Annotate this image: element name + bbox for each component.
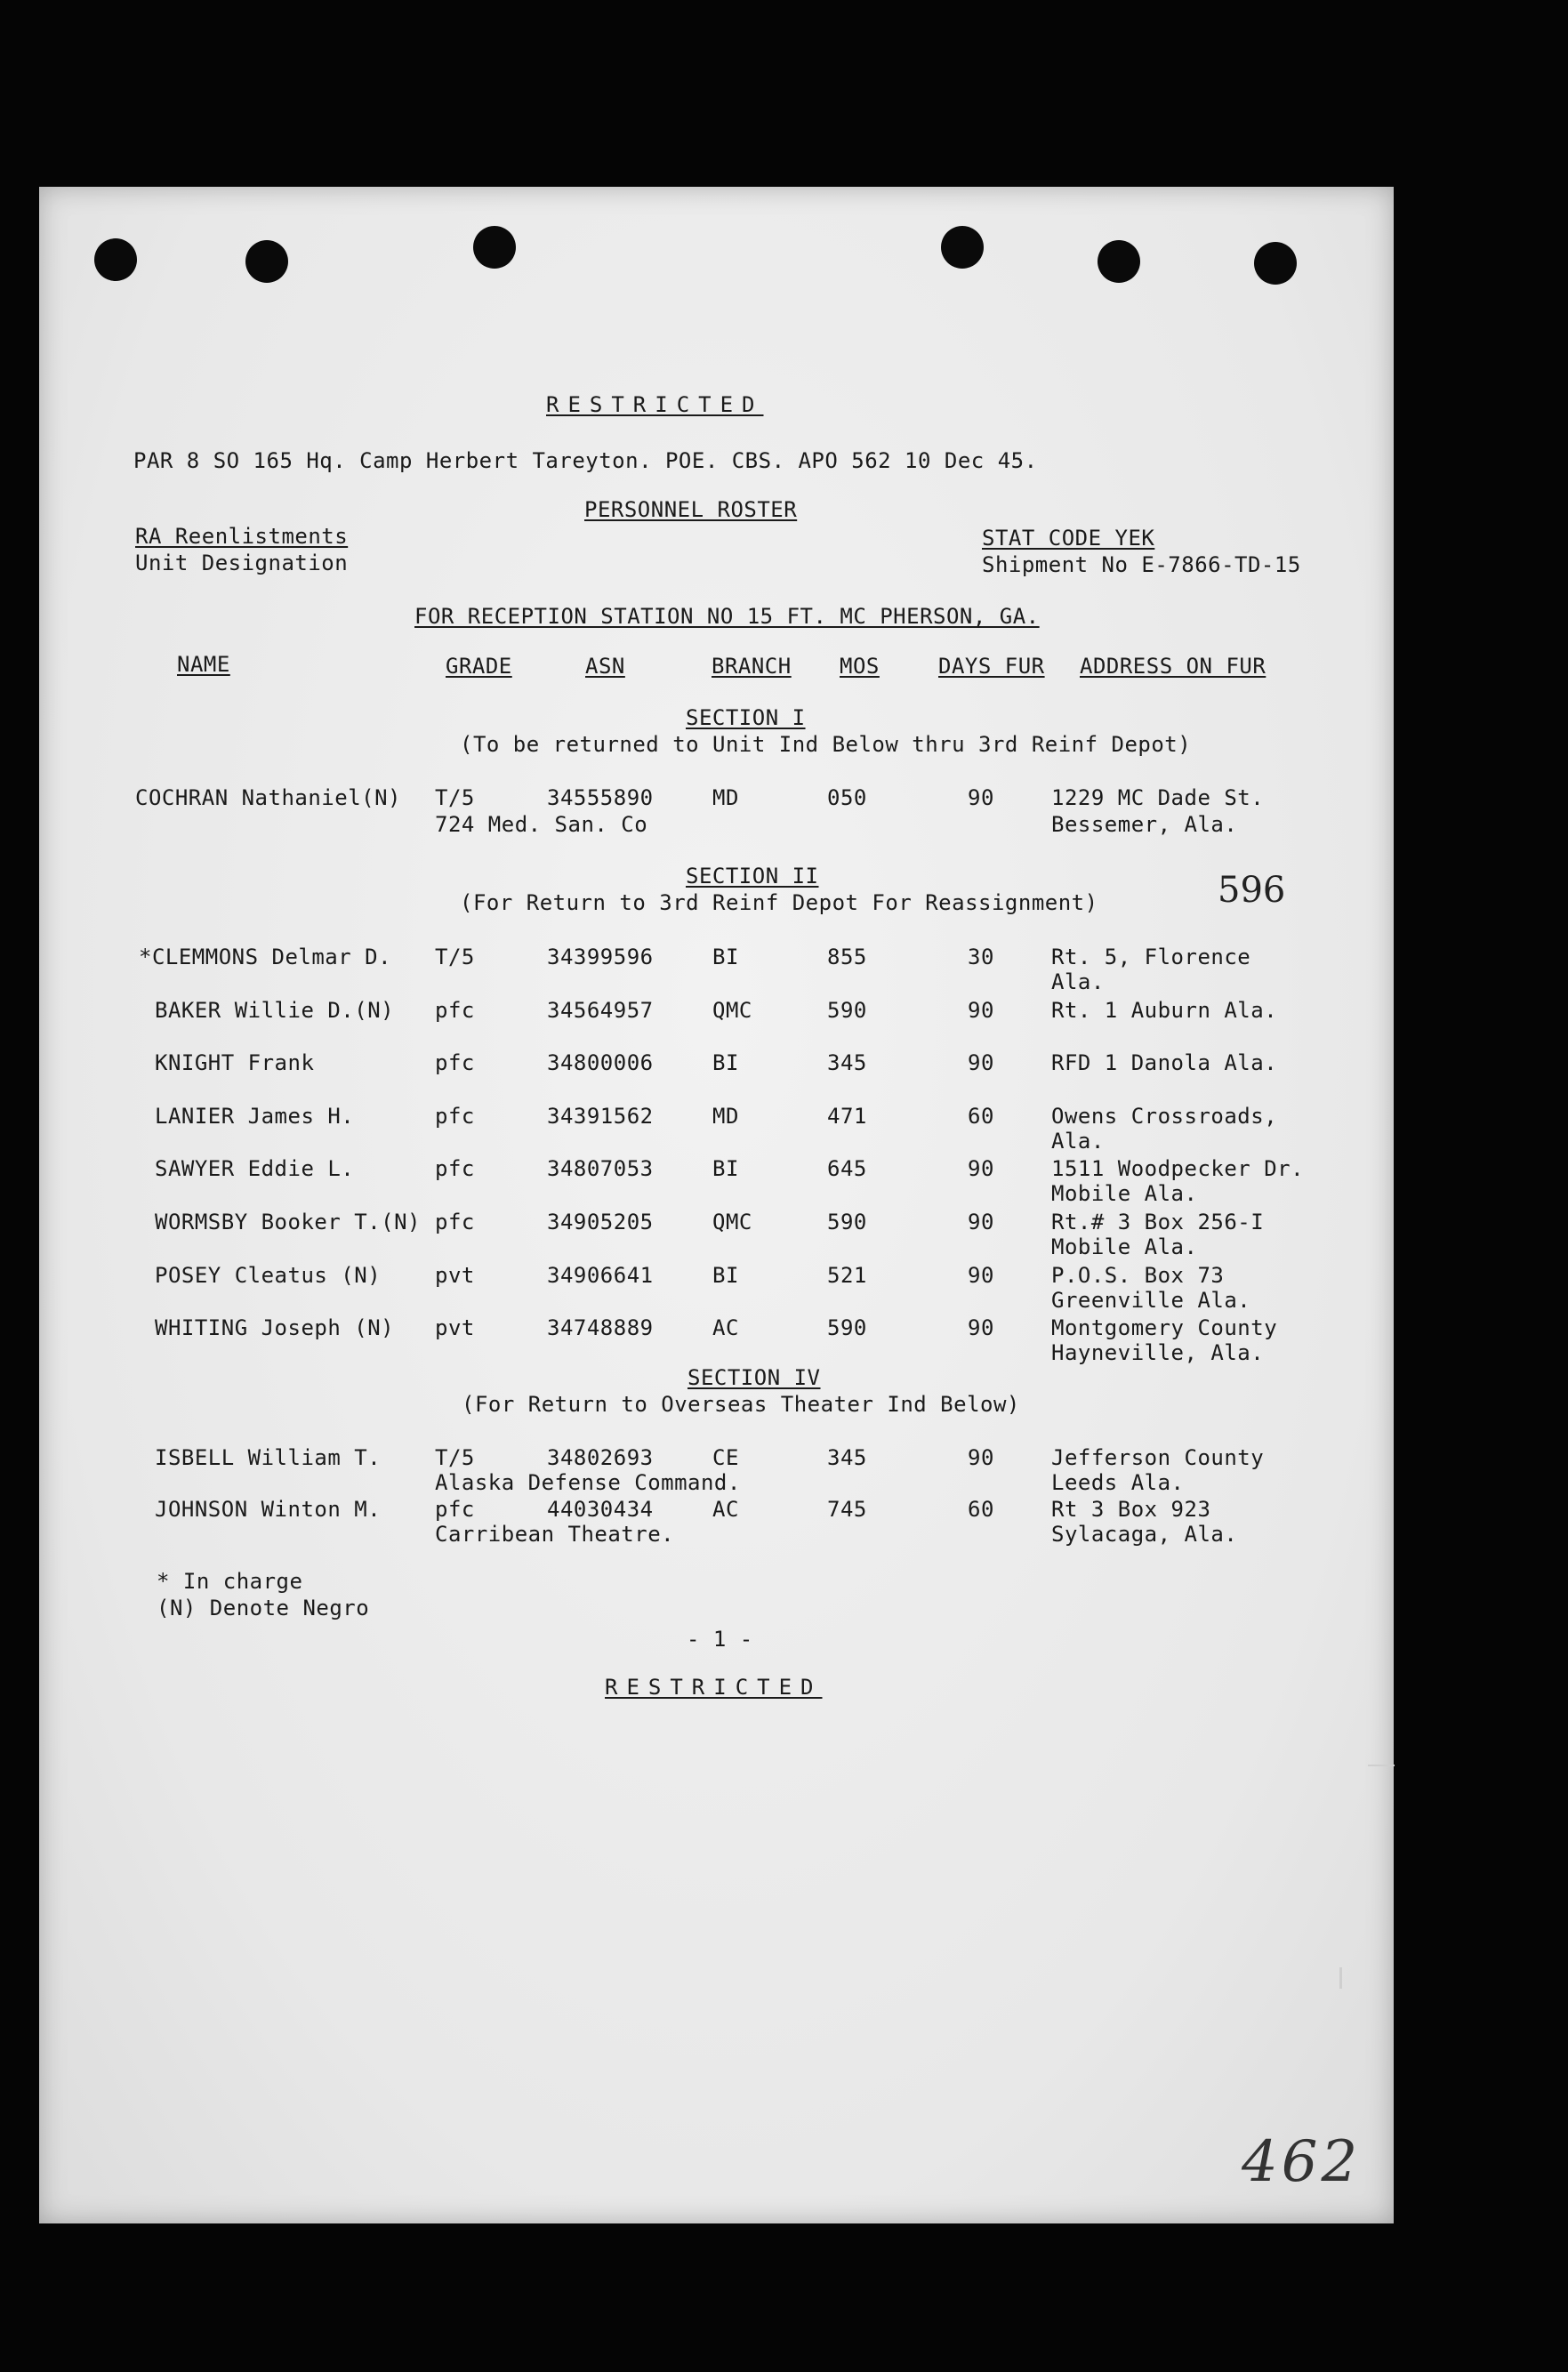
row-grade: pfc: [435, 1156, 475, 1182]
row-grade: T/5: [435, 1445, 475, 1470]
row-address-line1: P.O.S. Box 73: [1051, 1262, 1225, 1288]
row-grade: pvt: [435, 1262, 475, 1288]
row-days: 90: [968, 1315, 994, 1341]
row-asn: 34800006: [547, 1050, 654, 1076]
section-subtitle: (For Return to Overseas Theater Ind Below): [462, 1392, 1020, 1417]
reception-station: FOR RECEPTION STATION NO 15 FT. MC PHERSON, GA.: [414, 604, 1040, 629]
row-asn: 34906641: [547, 1262, 654, 1288]
shipment-number: Shipment No E-7866-TD-15: [982, 552, 1301, 577]
row-branch: AC: [712, 1497, 739, 1522]
row-mos: 855: [827, 945, 867, 969]
row-address-line1: RFD 1 Danola Ala.: [1051, 1050, 1278, 1076]
row-mos: 050: [827, 785, 867, 810]
row-name: WHITING Joseph (N): [155, 1315, 395, 1341]
row-branch: MD: [712, 785, 739, 810]
row-asn: 34807053: [547, 1156, 654, 1182]
restricted-bottom: RESTRICTED: [605, 1675, 823, 1700]
row-name: POSEY Cleatus (N): [155, 1262, 382, 1288]
row-name: SAWYER Eddie L.: [155, 1156, 355, 1182]
row-name: ISBELL William T.: [155, 1445, 382, 1470]
row-grade: pfc: [435, 1103, 475, 1129]
stat-code: STAT CODE YEK: [982, 526, 1155, 551]
row-grade: T/5: [435, 945, 475, 969]
row-address-line2: Mobile Ala.: [1051, 1234, 1198, 1259]
row-asn: 34802693: [547, 1445, 654, 1470]
footnote-in-charge: * In charge: [157, 1569, 303, 1594]
row-grade: pfc: [435, 997, 475, 1023]
restricted-top: RESTRICTED: [546, 392, 764, 417]
row-address-line2: Bessemer, Ala.: [1051, 812, 1238, 837]
par-line: PAR 8 SO 165 Hq. Camp Herbert Tareyton. POE. CBS. APO 562 10 Dec 45.: [133, 448, 1038, 473]
row-unit: 724 Med. San. Co: [435, 812, 648, 837]
row-asn: 34748889: [547, 1315, 654, 1341]
handwritten-page-number: 462: [1242, 2129, 1362, 2195]
row-branch: QMC: [712, 997, 752, 1023]
row-address-line2: Greenville Ala.: [1051, 1287, 1251, 1313]
ra-reenlistments: RA Reenlistments: [135, 524, 349, 549]
stamped-number: 596: [1218, 870, 1286, 911]
row-address-line1: 1229 MC Dade St.: [1051, 785, 1265, 810]
row-days: 90: [968, 997, 994, 1023]
row-mos: 345: [827, 1050, 867, 1076]
row-address-line1: Owens Crossroads,: [1051, 1103, 1278, 1129]
punch-hole: [473, 226, 516, 269]
row-address-line2: Mobile Ala.: [1051, 1181, 1198, 1207]
row-name: WORMSBY Booker T.(N): [155, 1210, 421, 1234]
column-header-asn: ASN: [585, 654, 625, 679]
punch-hole: [245, 240, 288, 283]
row-name: JOHNSON Winton M.: [155, 1497, 382, 1522]
page-title: PERSONNEL ROSTER: [584, 497, 798, 522]
punch-hole: [941, 226, 984, 269]
section-subtitle: (For Return to 3rd Reinf Depot For Reassignment): [460, 890, 1098, 915]
row-address-line2: Hayneville, Ala.: [1051, 1340, 1265, 1366]
row-mos: 645: [827, 1156, 867, 1182]
row-asn: 34399596: [547, 945, 654, 969]
row-days: 90: [968, 1156, 994, 1182]
row-address-line1: Rt. 5, Florence: [1051, 945, 1251, 969]
row-branch: AC: [712, 1315, 739, 1341]
footnote-negro: (N) Denote Negro: [157, 1596, 370, 1620]
row-name: BAKER Willie D.(N): [155, 997, 395, 1023]
row-branch: BI: [712, 945, 739, 969]
row-mos: 745: [827, 1497, 867, 1522]
column-header-mos: MOS: [840, 654, 880, 679]
unit-designation: Unit Designation: [135, 551, 349, 575]
row-grade: pfc: [435, 1497, 475, 1522]
row-mos: 590: [827, 1315, 867, 1341]
row-address-line1: Rt. 1 Auburn Ala.: [1051, 997, 1278, 1023]
row-asn: 34391562: [547, 1103, 654, 1129]
row-days: 60: [968, 1497, 994, 1522]
row-address-line1: Rt.# 3 Box 256-I: [1051, 1210, 1265, 1234]
punch-hole: [1254, 242, 1297, 285]
row-days: 90: [968, 1210, 994, 1234]
row-days: 90: [968, 785, 994, 810]
row-name: KNIGHT Frank: [155, 1050, 315, 1076]
paper-mark: [1339, 1967, 1342, 1989]
row-address-line1: Montgomery County: [1051, 1315, 1278, 1341]
punch-hole: [1098, 240, 1140, 283]
row-asn: 44030434: [547, 1497, 654, 1522]
row-days: 30: [968, 945, 994, 969]
row-unit: Alaska Defense Command.: [435, 1470, 741, 1495]
row-asn: 34555890: [547, 785, 654, 810]
row-unit: Carribean Theatre.: [435, 1522, 675, 1547]
row-branch: BI: [712, 1262, 739, 1288]
row-mos: 590: [827, 997, 867, 1023]
row-mos: 590: [827, 1210, 867, 1234]
punch-hole: [94, 238, 137, 281]
document-page: [39, 187, 1394, 2223]
row-branch: BI: [712, 1050, 739, 1076]
row-address-line2: Leeds Ala.: [1051, 1470, 1185, 1495]
row-mos: 521: [827, 1262, 867, 1288]
row-grade: pfc: [435, 1050, 475, 1076]
row-grade: pvt: [435, 1315, 475, 1341]
column-header-name: NAME: [177, 652, 230, 677]
row-asn: 34564957: [547, 997, 654, 1023]
row-days: 90: [968, 1262, 994, 1288]
column-header-address: ADDRESS ON FUR: [1080, 654, 1266, 679]
section-title: SECTION II: [686, 864, 819, 888]
row-name: COCHRAN Nathaniel(N): [135, 785, 401, 810]
row-name: LANIER James H.: [155, 1103, 355, 1129]
row-days: 60: [968, 1103, 994, 1129]
section-title: SECTION I: [686, 705, 806, 730]
section-subtitle: (To be returned to Unit Ind Below thru 3rd Reinf Depot): [460, 732, 1192, 757]
row-asn: 34905205: [547, 1210, 654, 1234]
row-address-line1: Jefferson County: [1051, 1445, 1265, 1470]
row-address-line2: Sylacaga, Ala.: [1051, 1522, 1238, 1547]
row-grade: pfc: [435, 1210, 475, 1234]
paper-mark: [1368, 1765, 1395, 1766]
row-grade: T/5: [435, 785, 475, 810]
row-days: 90: [968, 1050, 994, 1076]
row-branch: MD: [712, 1103, 739, 1129]
row-name: *CLEMMONS Delmar D.: [139, 945, 392, 969]
row-address-line2: Ala.: [1051, 969, 1105, 994]
row-branch: QMC: [712, 1210, 752, 1234]
column-header-grade: GRADE: [446, 654, 512, 679]
page-number: - 1 -: [687, 1627, 753, 1652]
row-branch: BI: [712, 1156, 739, 1182]
column-header-days-fur: DAYS FUR: [938, 654, 1045, 679]
row-mos: 345: [827, 1445, 867, 1470]
row-days: 90: [968, 1445, 994, 1470]
row-mos: 471: [827, 1103, 867, 1129]
row-address-line1: Rt 3 Box 923: [1051, 1497, 1211, 1522]
row-branch: CE: [712, 1445, 739, 1470]
row-address-line1: 1511 Woodpecker Dr.: [1051, 1156, 1305, 1182]
section-title: SECTION IV: [688, 1365, 821, 1390]
column-header-branch: BRANCH: [712, 654, 792, 679]
row-address-line2: Ala.: [1051, 1128, 1105, 1154]
